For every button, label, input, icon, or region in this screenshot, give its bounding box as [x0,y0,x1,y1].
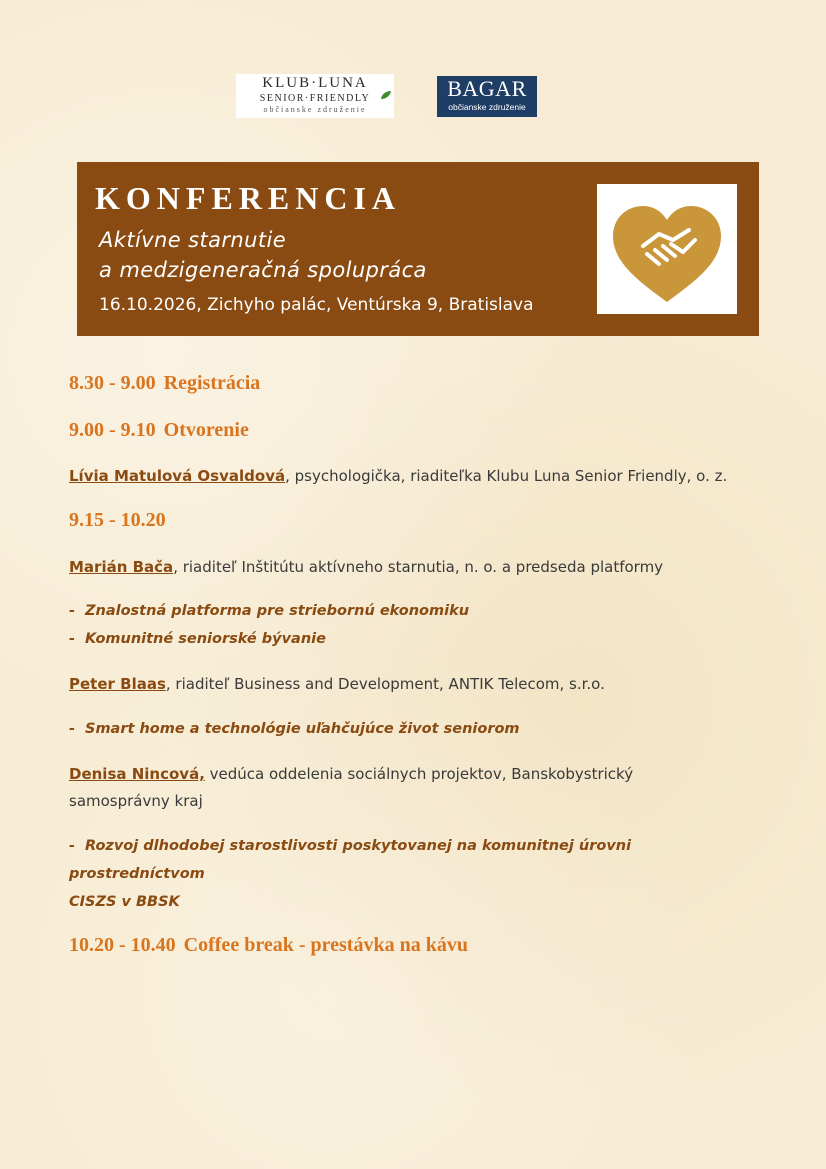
topic-list-nincova [69,832,769,916]
slot-registration [69,372,260,395]
slot-registration-title: Registrácia [163,372,261,394]
heart-svg [597,184,737,314]
luna-logo-line3: občianske združenie [263,105,367,114]
topic-item: - Smart home a technológie uľahčujúce život seniorom [69,721,520,737]
leaf-icon [380,90,392,100]
luna-logo-line2: SENIOR·FRIENDLY [259,93,371,104]
conference-banner [77,162,759,336]
slot-session [69,509,166,532]
slot-session-time: 9.15 - 10.20 [69,509,166,531]
speaker-role: , psychologička, riaditeľka Klubu Luna Senior Friendly, o. z. [285,467,728,485]
slot-opening [69,419,249,442]
topic-item-cont: CISZS v BBSK [69,894,180,910]
luna-logo-line1: KLUB·LUNA [262,75,368,91]
slot-opening-title: Otvorenie [163,419,249,441]
speaker-role: , riaditeľ Inštitútu aktívneho starnutia, n. o. a predseda platformy [173,558,664,576]
speaker-role: vedúca oddelenia sociálnych projektov, Banskobystrický [204,765,634,783]
speaker-osvaldova [69,467,727,485]
speaker-baca [69,558,663,576]
topic-item: - Komunitné seniorské bývanie [69,631,326,647]
bagar-logo [437,76,537,117]
speaker-name: Peter Blaas [69,675,166,693]
speaker-name: Lívia Matulová Osvaldová [69,467,286,485]
speaker-name: Marián Bača [69,558,174,576]
topic-item: - Rozvoj dlhodobej starostlivosti poskytovanej na komunitnej úrovni prostredníctvom [69,838,632,882]
speaker-name: Denisa Nincová, [69,765,205,783]
slot-coffee-time: 10.20 - 10.40 [69,934,176,956]
banner-title: KONFERENCIA [95,180,402,216]
slot-coffee-break [69,934,468,957]
speaker-blaas [69,675,605,693]
topic-list-baca [69,597,769,653]
bagar-logo-line2: občianske združenie [448,102,526,112]
speaker-nincova [69,765,633,783]
handshake-heart-icon [597,184,737,314]
bagar-logo-line1: BAGAR [447,76,527,101]
slot-coffee-title: Coffee break - prestávka na kávu [183,934,468,956]
banner-subtitle-line2: a medzigeneračná spolupráca [99,258,427,282]
speaker-nincova-role-cont: samosprávny kraj [69,792,203,810]
topic-item: - Znalostná platforma pre striebornú ekonomiku [69,603,470,619]
slot-opening-time: 9.00 - 9.10 [69,419,156,441]
banner-subtitle-line1: Aktívne starnutie [99,228,287,252]
slot-registration-time: 8.30 - 9.00 [69,372,156,394]
klub-luna-logo [236,74,394,118]
topic-list-blaas [69,715,769,743]
speaker-role: , riaditeľ Business and Development, ANTIK Telecom, s.r.o. [165,675,605,693]
banner-date-venue: 16.10.2026, Zichyho palác, Ventúrska 9, Bratislava [99,295,534,315]
